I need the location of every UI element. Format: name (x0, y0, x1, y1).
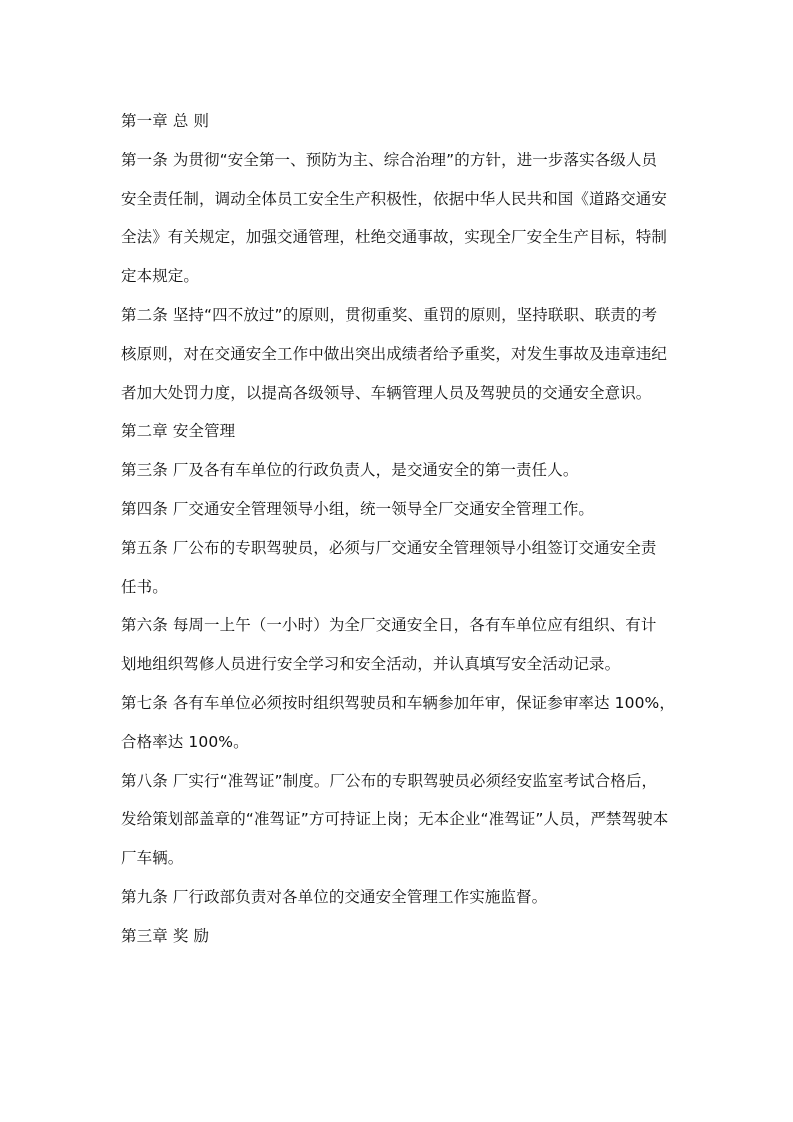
text-line: 第八条 厂实行“准驾证”制度。厂公布的专职驾驶员必须经安监室考试合格后， (121, 771, 658, 790)
text-line: 安全责任制，调动全体员工安全生产积极性，依据中华人民共和国《道路交通安 (121, 189, 668, 208)
text-line: 全法》有关规定，加强交通管理，杜绝交通事故，实现全厂安全生产目标，特制 (121, 228, 668, 247)
text-line: 第一条 为贯彻“安全第一、预防为主、综合治理”的方针，进一步落实各级人员 (121, 150, 658, 169)
text-line: 第九条 厂行政部负责对各单位的交通安全管理工作实施监督。 (121, 887, 548, 906)
text-line: 划地组织驾修人员进行安全学习和安全活动，并认真填写安全活动记录。 (121, 655, 621, 674)
text-line: 第三条 厂及各有车单位的行政负责人，是交通安全的第一责任人。 (121, 461, 579, 480)
text-line: 核原则，对在交通安全工作中做出突出成绩者给予重奖，对发生事故及违章违纪 (121, 344, 668, 363)
text-line: 合格率达 100%。 (121, 732, 249, 751)
text-line: 第七条 各有车单位必须按时组织驾驶员和车辆参加年审，保证参审率达 100%， (121, 693, 675, 712)
text-line: 第二条 坚持“四不放过”的原则，贯彻重奖、重罚的原则，坚持联职、联责的考 (121, 305, 658, 324)
text-line: 定本规定。 (121, 267, 200, 286)
text-line: 发给策划部盖章的“准驾证”方可持证上岗；无本企业“准驾证”人员，严禁驾驶本 (121, 810, 669, 829)
text-line: 任书。 (121, 577, 168, 596)
chapter-heading: 第三章 奖 励 (121, 926, 210, 945)
chapter-heading: 第二章 安全管理 (121, 422, 236, 441)
text-line: 者加大处罚力度，以提高各级领导、车辆管理人员及驾驶员的交通安全意识。 (121, 383, 652, 402)
text-line: 第四条 厂交通安全管理领导小组，统一领导全厂交通安全管理工作。 (121, 499, 595, 518)
text-line: 第六条 每周一上午（一小时）为全厂交通安全日，各有车单位应有组织、有计 (121, 616, 657, 635)
document-body (121, 102, 681, 956)
chapter-heading: 第一章 总 则 (121, 112, 210, 130)
text-line: 厂车辆。 (121, 849, 184, 868)
text-line: 第五条 厂公布的专职驾驶员，必须与厂交通安全管理领导小组签订交通安全责 (121, 538, 657, 557)
